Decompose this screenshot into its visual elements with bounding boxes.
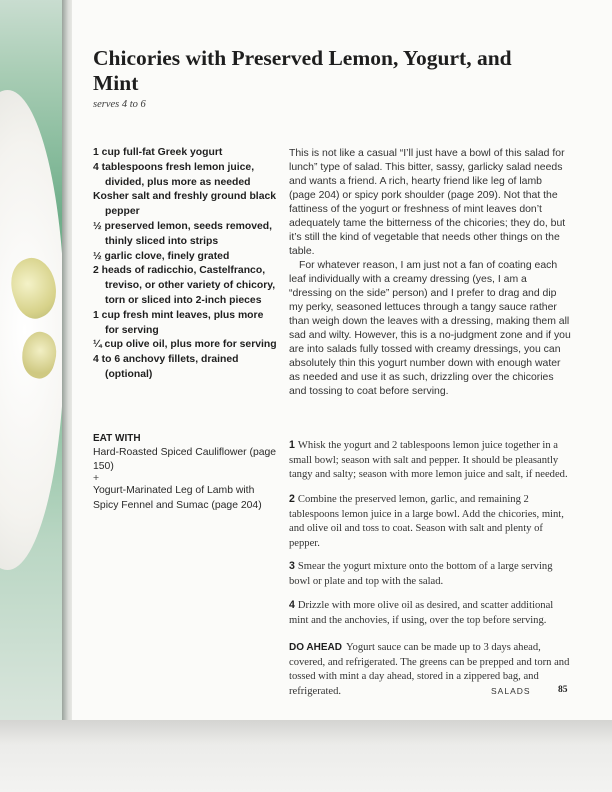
- ingredient-item: ¼ cup olive oil, plus more for serving: [93, 339, 277, 351]
- ingredient-item: 2 heads of radicchio, Castelfranco, treviso, or other variety of chicory, torn or sliced into 2-inch pieces: [93, 265, 276, 306]
- step-number: 1: [289, 439, 295, 451]
- recipe-step: [289, 438, 571, 483]
- eat-with-heading: EAT WITH: [93, 433, 141, 444]
- step-number: 4: [289, 599, 295, 611]
- ingredient-item: 4 tablespoons fresh lemon juice, divided, plus more as needed: [93, 161, 255, 188]
- recipe-step: [289, 598, 571, 628]
- ingredient-item: 1 cup fresh mint leaves, plus more for serving: [93, 309, 264, 336]
- ingredient-item: ½ preserved lemon, seeds removed, thinly sliced into strips: [93, 220, 273, 247]
- ingredient-item: 4 to 6 anchovy fillets, drained (optional): [93, 354, 239, 380]
- do-ahead-text: Yogurt sauce can be made up to 3 days ahead, covered, and refrigerated. The greens can be prepped and torn and tossed with mint a day ahead, stored in a zippered bag, and refrigerated.: [289, 642, 570, 697]
- footer-section: SALADS: [491, 686, 531, 696]
- eat-with-item: Hard-Roasted Spiced Cauliflower (page 150): [93, 447, 277, 473]
- recipe-serves: serves 4 to 6: [93, 99, 146, 110]
- ingredient-item: ½ garlic clove, finely grated: [93, 250, 230, 262]
- intro-paragraph: For whatever reason, I am just not a fan of coating each leaf individually with a creamy dressing (yes, I am a “dressing on the side” person) and I prefer to drag and dip my perky, seasoned lettuces through a tangy sauce rather than weigh down the leaves with a dressing, making them all sad and wilty. However, this is a no-judgment zone and if you are into salads fully tossed with creamy dressings, you can absolutely thin this yogurt number down with enough water as needed and use it as such, drizzling over the chicories and tossing to coat before serving.: [289, 260, 571, 397]
- page-number: 85: [558, 685, 568, 695]
- step-number: 2: [289, 493, 295, 505]
- recipe-step: [289, 492, 571, 551]
- step-number: 3: [289, 560, 295, 572]
- do-ahead-label: DO AHEAD: [289, 642, 342, 653]
- table-surface: [0, 720, 612, 792]
- step-text: Combine the preserved lemon, garlic, and remaining 2 tablespoons lemon juice in a large bowl. Add the chicories, mint, and olive oil and toss to coat. Season with salt and plenty of pepper.: [289, 494, 564, 549]
- recipe-intro: [289, 147, 571, 399]
- step-text: Whisk the yogurt and 2 tablespoons lemon juice together in a small bowl; season with salt and pepper. It should be pleasantly tangy and salty; season with more lemon juice and salt, if needed.: [289, 440, 568, 481]
- eat-with-plus: +: [93, 473, 100, 485]
- ingredient-list: [93, 146, 278, 383]
- ingredient-item: 1 cup full-fat Greek yogurt: [93, 147, 223, 158]
- recipe-title: Chicories with Preserved Lemon, Yogurt, and Mint: [93, 46, 512, 95]
- step-text: Smear the yogurt mixture onto the bottom of a large serving bowl or plate and top with the salad.: [289, 561, 553, 587]
- ingredient-item: Kosher salt and freshly ground black pepper: [93, 191, 277, 218]
- step-text: Drizzle with more olive oil as desired, and scatter additional mint and the anchovies, if using, over the top before serving.: [289, 600, 554, 626]
- eat-with-item: Yogurt-Marinated Leg of Lamb with Spicy Fennel and Sumac (page 204): [93, 485, 262, 511]
- recipe-step: [289, 559, 571, 589]
- intro-paragraph: This is not like a casual “I’ll just have a bowl of this salad for lunch” type of salad. This bitter, sassy, garlicky salad needs and wants a friend. A rich, hearty friend like leg of lamb (page 204) or spicy pork shoulder (page 209). Not that the fattiness of the yogurt or freshness of mint leaves don’t adequately tame the bitterness of the chicories; they do, but it’s still the kind of vegetable that needs other things on the table.: [289, 148, 566, 257]
- eat-with-section: [93, 432, 278, 513]
